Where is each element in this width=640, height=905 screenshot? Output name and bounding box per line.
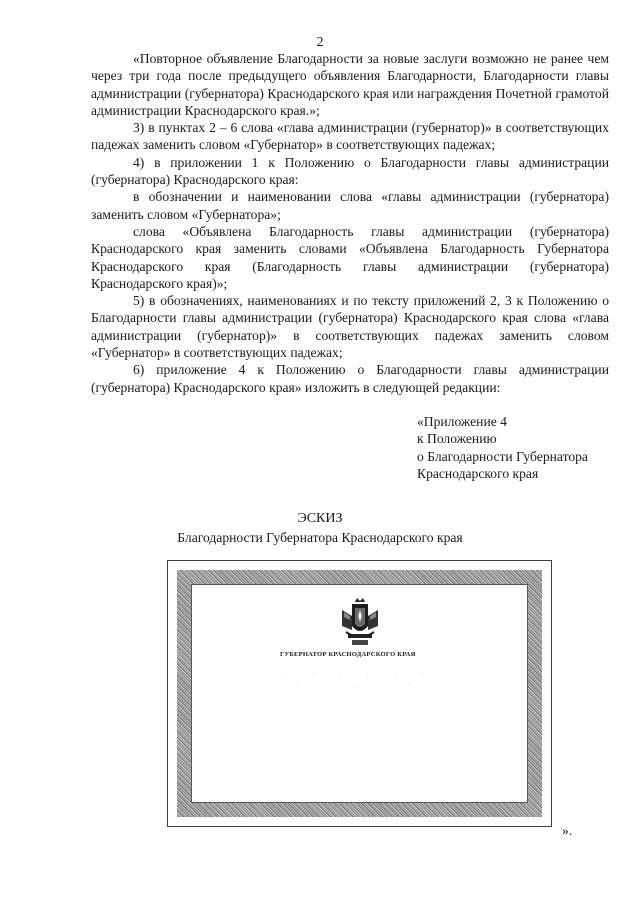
certificate-heading: ГУБЕРНАТОР КРАСНОДАРСКОГО КРАЯ (280, 651, 416, 658)
appendix-line: о Благодарности Губернатора (417, 448, 588, 464)
closing-quote: ». (562, 823, 573, 838)
appendix-line: Краснодарского края (417, 465, 539, 481)
paragraph: 4) в приложении 1 к Положению о Благодарности главы администрации (губернатора) Краснодарского края: (91, 154, 609, 188)
appendix-line: к Положению (417, 431, 497, 447)
page-number: 2 (316, 35, 324, 50)
document-body (91, 50, 609, 396)
paragraph: «Повторное объявление Благодарности за новые заслуги возможно не ранее чем через три года после предыдущего объявления Благодарности, Благодарности главы администрации (губернатора) Краснодарского края или награждения Почетной грамотой администрации Краснодарского края.»; (91, 51, 609, 118)
paragraph: 5) в обозначениях, наименованиях и по тексту приложений 2, 3 к Положению о Благодарности главы администрации (губернатора) Краснодарского края слова «глава администрации (губернатор)» в соответствующих падежах заменить словом «Губернатор» в соответствующих падежах; (91, 293, 609, 361)
paragraph: слова «Объявлена Благодарность главы администрации (губернатора) Краснодарского края заменить словами «Объявлена Благодарность Губернатора Краснодарского края (Благодарность главы администрации (губернатора) Краснодарского края)»; (91, 223, 609, 291)
paragraph: в обозначении и наименовании слова «главы администрации (губернатора) заменить словом «Губернатора»; (91, 189, 609, 222)
certificate-placeholder-lines (265, 668, 445, 690)
coat-of-arms-icon (338, 596, 382, 648)
paragraph: 3) в пунктах 2 – 6 слова «глава администрации (губернатор)» в соответствующих падежах заменить словом «Губернатор» в соответствующих падежах; (91, 120, 609, 153)
appendix-line: «Приложение 4 (417, 414, 507, 429)
sketch-title: ЭСКИЗ (297, 511, 343, 526)
paragraph: 6) приложение 4 к Положению о Благодарности главы администрации (губернатора) Краснодарского края» изложить в следующей редакции: (91, 362, 609, 395)
sketch-subtitle: Благодарности Губернатора Краснодарского края (177, 530, 463, 545)
appendix-reference (417, 413, 588, 482)
